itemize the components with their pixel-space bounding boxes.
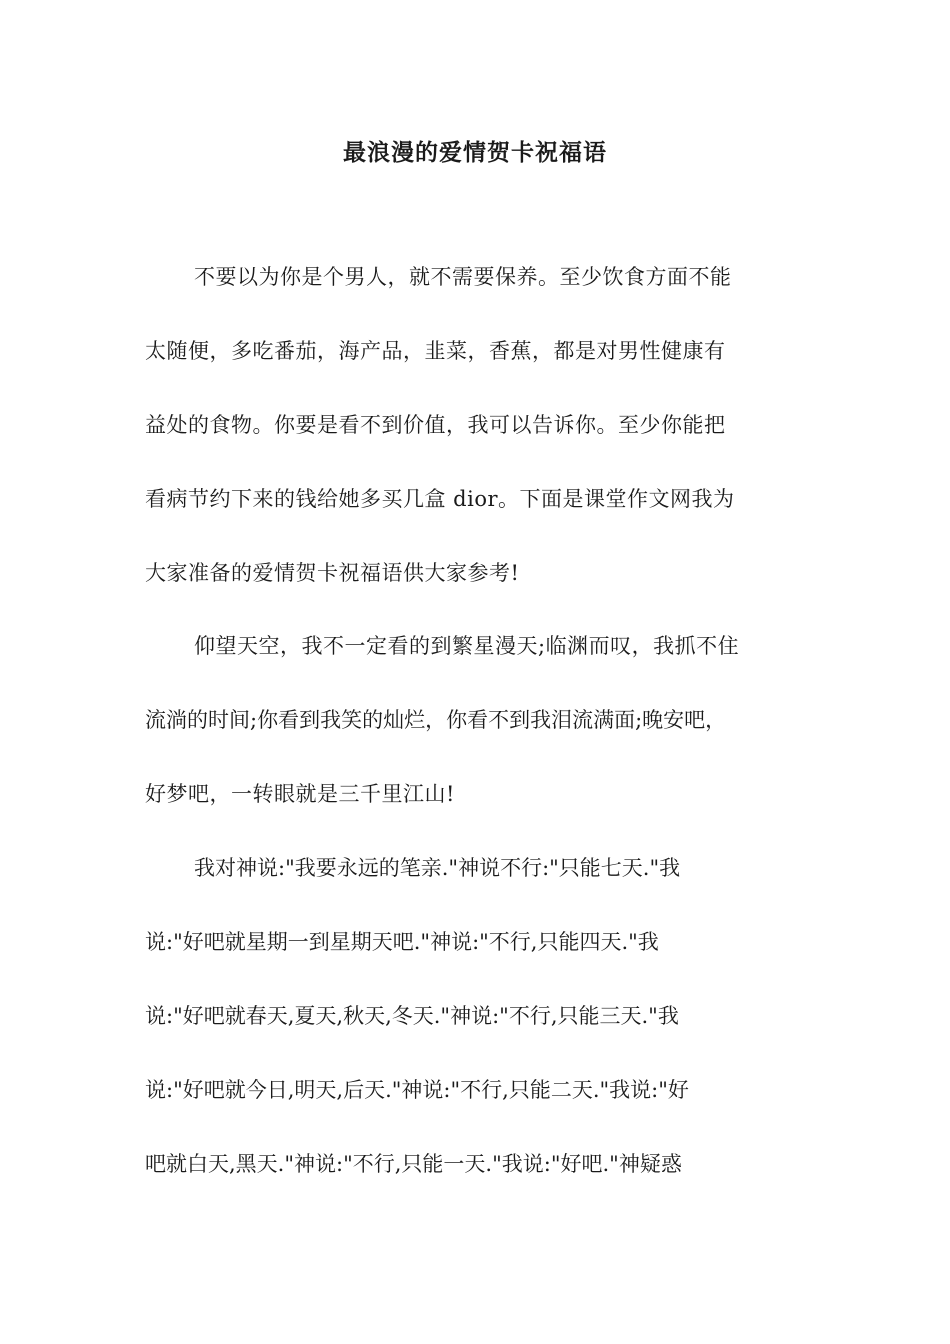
paragraph-3-line-3: 说:"好吧就春天,夏天,秋天,冬天."神说:"不行,只能三天."我 xyxy=(145,1003,679,1028)
paragraph-1-line-5: 大家准备的爱情贺卡祝福语供大家参考! xyxy=(145,560,520,585)
paragraph-3-line-1: 我对神说:"我要永远的笔亲."神说不行:"只能七天."我 xyxy=(194,856,681,881)
paragraph-3-line-4: 说:"好吧就今日,明天,后天."神说:"不行,只能二天."我说:"好 xyxy=(145,1077,689,1102)
paragraph-3-line-2: 说:"好吧就星期一到星期天吧."神说:"不行,只能四天."我 xyxy=(145,930,659,955)
paragraph-2-line-3: 好梦吧，一转眼就是三千里江山! xyxy=(145,782,455,807)
paragraph-3-line-5: 吧就白天,黑天."神说:"不行,只能一天."我说:"好吧."神疑惑 xyxy=(145,1151,682,1176)
paragraph-1-line-4: 看病节约下来的钱给她多买几盒 dior。下面是课堂作文网我为 xyxy=(145,486,735,511)
paragraph-1-line-3: 益处的食物。你要是看不到价值，我可以告诉你。至少你能把 xyxy=(145,412,726,437)
document-title: 最浪漫的爱情贺卡祝福语 xyxy=(343,140,607,166)
document-body xyxy=(145,255,817,1216)
paragraph-1-line-1: 不要以为你是个男人，就不需要保养。至少饮食方面不能 xyxy=(194,265,732,289)
paragraph-2-line-1: 仰望天空，我不一定看的到繁星漫天;临渊而叹，我抓不住 xyxy=(194,634,740,659)
paragraph-2-line-2: 流淌的时间;你看到我笑的灿烂，你看不到我泪流满面;晚安吧， xyxy=(145,708,727,733)
paragraph-1-line-2: 太随便，多吃番茄，海产品，韭菜，香蕉，都是对男性健康有 xyxy=(145,338,726,363)
